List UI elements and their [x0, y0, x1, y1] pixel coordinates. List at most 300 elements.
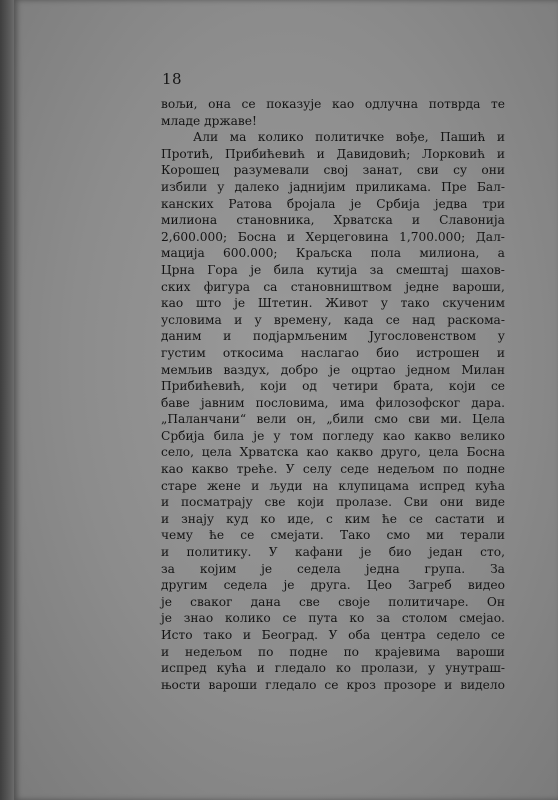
word: Штетин.: [257, 296, 313, 311]
word: милиона: [161, 213, 218, 228]
word: „били: [326, 412, 364, 427]
word: и: [242, 628, 251, 642]
text-line: [161, 146, 505, 163]
word: једва: [434, 196, 468, 211]
word: кроз: [346, 677, 376, 692]
text-line: [161, 279, 505, 296]
word: 2,600.000;: [161, 229, 228, 244]
word: младе: [161, 113, 201, 128]
page-body-text: [161, 96, 505, 693]
word: је: [360, 545, 372, 560]
word: састати: [435, 511, 485, 526]
word: сто,: [480, 545, 505, 560]
word: приликама.: [355, 179, 432, 194]
word: становништвом: [290, 279, 392, 294]
word: друга.: [310, 578, 351, 593]
word: вароши,: [452, 279, 505, 294]
word: био: [388, 545, 412, 560]
word: знао: [183, 611, 214, 626]
word: дара.: [471, 395, 505, 410]
word: у: [428, 661, 436, 676]
word: је: [161, 611, 172, 626]
word: Србија: [161, 428, 205, 443]
word: Херцеговина: [305, 229, 389, 244]
word: Тако: [339, 528, 371, 543]
word: Прибићевић,: [161, 379, 245, 394]
word: крајевима: [374, 644, 441, 659]
word: кутија: [316, 262, 358, 277]
word: потврда: [428, 97, 481, 111]
word: раскома-: [447, 312, 505, 327]
word: по: [343, 644, 360, 659]
word: треће.: [236, 462, 278, 477]
word: од: [302, 379, 317, 394]
word: пролази,: [361, 661, 418, 676]
word: Гора: [207, 262, 238, 277]
word: пута: [308, 611, 338, 626]
word: У: [285, 462, 295, 477]
word: а: [497, 246, 505, 261]
word: и: [496, 130, 505, 145]
text-line: [161, 362, 505, 379]
word: јаднијим: [289, 179, 346, 194]
word: ми.: [440, 412, 462, 427]
text-line: [161, 444, 505, 461]
word: фигура: [203, 279, 251, 294]
word: подне: [466, 462, 505, 477]
word: се: [490, 379, 505, 394]
text-line: [161, 561, 505, 578]
word: Краљска: [295, 246, 353, 261]
word: који: [260, 379, 287, 394]
word: један: [428, 545, 463, 560]
word: на: [312, 478, 329, 493]
text-line: [161, 511, 505, 528]
word: као: [161, 296, 184, 311]
word: Пре: [441, 179, 467, 194]
word: чему: [161, 528, 193, 543]
word: све: [264, 495, 286, 510]
word: и: [251, 478, 260, 493]
word: центра: [380, 628, 426, 642]
text-line: [161, 229, 505, 246]
word: 1,700.000;: [399, 229, 466, 244]
word: за: [161, 561, 175, 576]
word: ће: [381, 511, 398, 526]
word: цела: [428, 445, 459, 460]
word: Протић,: [161, 146, 214, 161]
word: вароши: [208, 677, 258, 692]
word: Хрватска: [239, 445, 299, 460]
word: све: [298, 594, 320, 609]
word: велико: [460, 428, 505, 443]
word: била: [273, 262, 305, 277]
word: Бал-: [476, 179, 505, 194]
word: ко: [349, 611, 365, 626]
word: оцртао: [351, 362, 396, 377]
word: иде,: [287, 511, 314, 526]
word: с: [325, 511, 333, 526]
word: смо: [386, 528, 411, 543]
word: гледало: [274, 661, 326, 676]
word: Али: [193, 130, 219, 145]
word: какво: [414, 428, 451, 443]
word: своје: [338, 594, 371, 609]
word: вољи,: [161, 97, 198, 111]
word: недељом: [185, 644, 243, 659]
word: Црна: [161, 262, 195, 277]
word: прозоре: [383, 677, 437, 692]
word: недељом: [377, 462, 435, 477]
word: видело: [460, 677, 505, 692]
word: се: [241, 97, 256, 111]
word: канских: [161, 196, 214, 211]
word: у: [217, 179, 225, 194]
word: седе: [340, 462, 369, 477]
word: брата,: [393, 379, 434, 394]
text-line: [161, 627, 505, 644]
word: кафани: [294, 545, 343, 560]
text-line: [161, 196, 505, 213]
word: испред: [419, 478, 465, 493]
text-line: [161, 96, 505, 113]
text-line: [161, 212, 505, 229]
word: Исто: [161, 628, 193, 642]
book-page: [14, 0, 558, 800]
text-line: [161, 411, 505, 428]
word: се: [324, 677, 339, 692]
word: колико: [257, 130, 304, 145]
text-line: [161, 527, 505, 544]
word: „Паланчани“: [161, 412, 247, 427]
word: знају: [181, 511, 215, 526]
word: условима: [161, 312, 222, 327]
word: Живот: [325, 296, 369, 311]
word: и: [234, 312, 243, 327]
word: густим: [161, 345, 206, 360]
word: и: [444, 677, 453, 692]
word: за: [369, 262, 384, 277]
word: Дал-: [475, 229, 505, 244]
word: ми: [426, 528, 444, 543]
word: мација: [161, 246, 205, 261]
word: друго,: [380, 445, 421, 460]
word: вароши: [456, 644, 505, 659]
word: пола: [370, 246, 402, 261]
word: Корошец: [161, 163, 220, 178]
word: бројала: [286, 196, 336, 211]
word: у: [380, 296, 388, 311]
text-line: [161, 179, 505, 196]
word: оба: [348, 628, 371, 642]
word: другим: [161, 578, 208, 593]
text-line: [161, 378, 505, 395]
word: они: [439, 495, 464, 510]
word: као: [306, 445, 329, 460]
word: и: [316, 146, 325, 161]
word: којим: [199, 561, 237, 576]
text-line: [161, 312, 505, 329]
word: кућа: [475, 478, 505, 493]
word: и: [496, 146, 505, 161]
word: колико: [224, 611, 271, 626]
word: подне: [289, 644, 328, 659]
text-line: [161, 328, 505, 345]
word: какво: [191, 462, 229, 477]
text-line: [161, 395, 505, 412]
word: мемљив: [161, 362, 213, 377]
word: државе!: [204, 113, 257, 128]
word: када: [343, 312, 374, 327]
word: они: [481, 163, 505, 178]
word: био: [376, 345, 400, 360]
word: ће: [209, 528, 225, 543]
word: се: [385, 312, 400, 327]
word: је: [329, 362, 341, 377]
word: у: [254, 312, 262, 327]
word: гледало: [265, 677, 317, 692]
word: Давидовић;: [336, 146, 411, 161]
word: занат,: [362, 163, 403, 178]
word: пословима,: [255, 395, 329, 410]
word: Цео: [366, 578, 392, 593]
word: У: [328, 628, 338, 642]
word: У: [268, 545, 278, 560]
word: има: [339, 395, 365, 410]
word: и: [161, 545, 170, 560]
word: једна: [365, 561, 400, 576]
word: терали: [460, 528, 505, 543]
word: политику.: [186, 545, 252, 560]
word: За: [490, 561, 505, 576]
word: њости: [161, 677, 201, 692]
word: куд: [226, 511, 249, 526]
word: који: [448, 379, 476, 394]
word: истрошен: [416, 345, 480, 360]
word: четири: [332, 379, 379, 394]
word: Загреб: [408, 578, 452, 593]
word: село,: [161, 445, 194, 460]
word: што: [195, 296, 222, 311]
word: са: [263, 279, 278, 294]
word: и: [161, 644, 170, 659]
text-line: [161, 345, 505, 362]
word: наслагао: [300, 345, 360, 360]
word: цела: [201, 445, 232, 460]
word: одлучна: [364, 97, 419, 111]
word: и: [161, 495, 170, 510]
word: Прибићевић: [225, 146, 305, 161]
word: баве: [161, 395, 190, 410]
text-line: [161, 677, 505, 694]
text-line: [161, 594, 505, 611]
word: ким: [344, 511, 370, 526]
word: добро: [280, 362, 319, 377]
text-line: [161, 494, 505, 511]
word: испред: [161, 661, 207, 676]
word: као: [382, 428, 406, 443]
word: се: [282, 611, 297, 626]
text-line: [161, 461, 505, 478]
word: су: [453, 163, 468, 178]
word: седела: [297, 561, 341, 576]
word: селу: [302, 462, 332, 477]
word: Југословенством: [369, 329, 477, 344]
word: у: [497, 329, 505, 344]
word: као: [161, 462, 184, 477]
word: она: [208, 97, 231, 111]
word: Београд.: [261, 628, 318, 642]
word: Хрватска: [333, 213, 393, 228]
word: Он: [486, 594, 505, 609]
word: сви: [408, 412, 431, 427]
word: свој: [323, 163, 349, 178]
word: је: [261, 561, 273, 576]
text-line: [161, 295, 505, 312]
word: политичаре.: [388, 594, 469, 609]
word: скученим: [442, 296, 505, 311]
word: група.: [424, 561, 466, 576]
word: ко: [260, 511, 276, 526]
word: становника,: [236, 213, 315, 228]
word: пролазе.: [335, 495, 392, 510]
word: милиона,: [419, 246, 480, 261]
word: и: [496, 511, 505, 526]
word: сваког: [190, 594, 233, 609]
word: Славонија: [439, 213, 505, 228]
word: као: [331, 97, 355, 111]
word: том: [289, 428, 314, 443]
word: вели: [256, 412, 287, 427]
word: у: [273, 428, 281, 443]
word: избили: [161, 179, 208, 194]
word: по: [258, 644, 274, 659]
word: старе: [161, 478, 197, 493]
word: за: [376, 611, 391, 626]
word: филозофског: [375, 395, 461, 410]
word: је: [161, 594, 172, 609]
word: три: [482, 196, 505, 211]
word: разумевали: [233, 163, 310, 178]
page-number: 18: [162, 70, 183, 88]
word: клупицама: [338, 478, 410, 493]
word: видео: [467, 578, 505, 593]
word: је: [234, 296, 246, 311]
word: подјармљеним: [252, 329, 348, 344]
word: унутраш-: [445, 661, 505, 676]
text-line: [161, 660, 505, 677]
word: седело: [436, 628, 481, 642]
word: посматрају: [180, 495, 253, 510]
word: Сви: [403, 495, 429, 510]
word: смо: [374, 412, 398, 427]
word: и: [161, 511, 170, 526]
word: се: [490, 628, 505, 642]
word: погледу: [322, 428, 374, 443]
word: над: [412, 312, 435, 327]
word: је: [250, 262, 262, 277]
text-line: [161, 428, 505, 445]
text-line: [161, 162, 505, 179]
word: и: [223, 329, 232, 344]
word: смејати.: [270, 528, 324, 543]
text-line: [161, 577, 505, 594]
word: столом: [401, 611, 448, 626]
word: тако: [203, 628, 233, 642]
word: Цела: [472, 412, 505, 427]
word: била: [213, 428, 245, 443]
word: ма: [229, 130, 247, 145]
text-line: [161, 478, 505, 495]
word: ваздух,: [223, 362, 270, 377]
text-line: [161, 262, 505, 279]
word: тако: [400, 296, 430, 311]
word: и: [286, 229, 296, 244]
text-line: [161, 113, 505, 130]
word: Милан: [461, 362, 505, 377]
text-line: [161, 644, 505, 661]
word: јавним: [200, 395, 245, 410]
word: Босна: [466, 445, 505, 460]
word: Пашић: [440, 130, 486, 145]
text-line: [161, 610, 505, 627]
word: људи: [269, 478, 303, 493]
word: те: [490, 97, 505, 111]
word: једне: [405, 279, 440, 294]
word: смештај: [396, 262, 449, 277]
word: далеко: [234, 179, 280, 194]
word: дана: [250, 594, 281, 609]
word: по: [442, 462, 459, 477]
word: политичке: [315, 130, 385, 145]
word: се: [408, 511, 424, 526]
word: Босна: [237, 229, 277, 244]
word: даним: [161, 329, 202, 344]
word: жене: [207, 478, 241, 493]
text-line: [161, 245, 505, 262]
word: се: [240, 528, 255, 543]
word: једном: [406, 362, 451, 377]
word: и: [496, 345, 505, 360]
word: ских: [161, 279, 191, 294]
word: је: [283, 578, 295, 593]
word: времену,: [273, 312, 332, 327]
word: откосима: [222, 345, 284, 360]
word: који: [297, 495, 325, 510]
word: Србија: [376, 196, 420, 211]
word: показује: [266, 97, 322, 111]
word: 600.000;: [223, 246, 278, 261]
word: Лорковић: [422, 146, 486, 161]
word: он,: [296, 412, 317, 427]
word: ко: [336, 661, 351, 676]
word: кућа: [216, 661, 247, 676]
word: је: [253, 428, 265, 443]
word: и: [411, 213, 420, 228]
word: какво: [336, 445, 374, 460]
text-line: [161, 129, 505, 146]
word: је: [350, 196, 362, 211]
word: седела: [223, 578, 268, 593]
word: виде: [475, 495, 505, 510]
text-line: [161, 544, 505, 561]
word: шахов-: [461, 262, 505, 277]
word: вође,: [395, 130, 429, 145]
word: смејао.: [459, 611, 505, 626]
word: Ратова: [228, 196, 273, 211]
word: сви: [416, 163, 439, 178]
word: и: [256, 661, 265, 676]
